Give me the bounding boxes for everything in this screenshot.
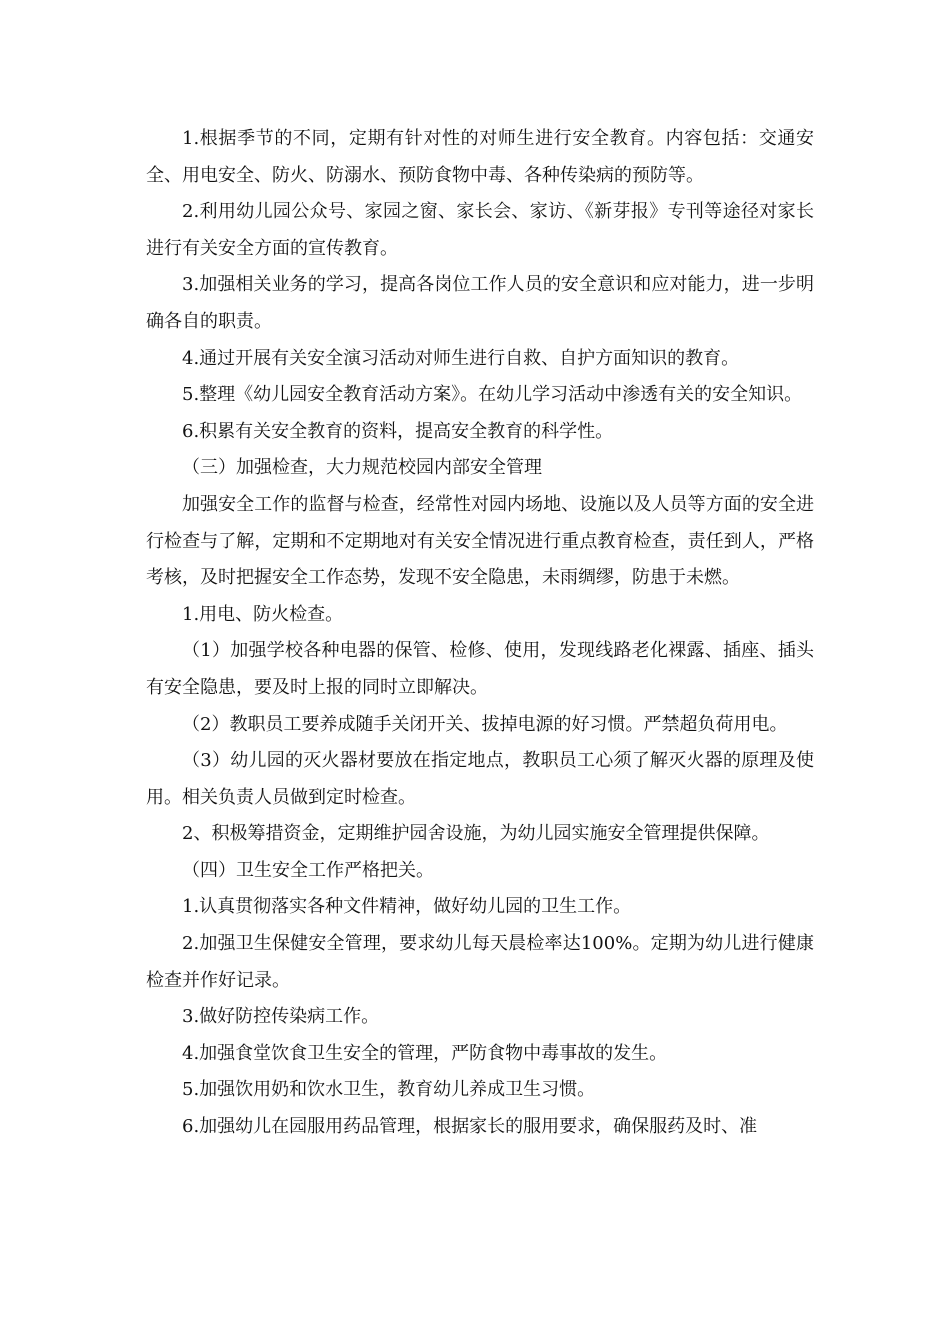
paragraph: 2.利用幼儿园公众号、家园之窗、家长会、家访、《新芽报》专刊等途径对家长进行有关安全方面的宣传教育。: [146, 201, 814, 259]
paragraph: 1.根据季节的不同，定期有针对性的对师生进行安全教育。内容包括：交通安全、用电安全、防火、防溺水、预防食物中毒、各种传染病的预防等。: [146, 128, 814, 186]
paragraph: （1）加强学校各种电器的保管、检修、使用，发现线路老化裸露、插座、插头有安全隐患，要及时上报的同时立即解决。: [146, 640, 814, 698]
paragraph: 6.加强幼儿在园服用药品管理，根据家长的服用要求，确保服药及时、准: [182, 1116, 758, 1138]
paragraph: 5.加强饮用奶和饮水卫生，教育幼儿养成卫生习惯。: [182, 1079, 596, 1101]
paragraph: 4.通过开展有关安全演习活动对师生进行自救、自护方面知识的教育。: [182, 347, 740, 369]
paragraph: 3.做好防控传染病工作。: [182, 1006, 380, 1028]
paragraph: 2.加强卫生保健安全管理，要求幼儿每天晨检率达100%。定期为幼儿进行健康检查并作好记录。: [146, 933, 814, 991]
paragraph: （2）教职员工要养成随手关闭开关、拔掉电源的好习惯。严禁超负荷用电。: [182, 713, 788, 735]
paragraph: 1.认真贯彻落实各种文件精神，做好幼儿园的卫生工作。: [182, 896, 632, 918]
paragraph: 加强安全工作的监督与检查，经常性对园内场地、设施以及人员等方面的安全进行检查与了解，定期和不定期地对有关安全情况进行重点教育检查，责任到人，严格考核，及时把握安全工作态势，发现不安全隐患，未雨绸缪，防患于未燃。: [146, 493, 814, 589]
paragraph: 1.用电、防火检查。: [182, 603, 344, 625]
document-body: [146, 121, 814, 1146]
section-heading: （三）加强检查，大力规范校园内部安全管理: [182, 457, 542, 479]
paragraph: 2、积极筹措资金，定期维护园舍设施，为幼儿园实施安全管理提供保障。: [182, 823, 770, 845]
paragraph: 4.加强食堂饮食卫生安全的管理，严防食物中毒事故的发生。: [182, 1042, 668, 1064]
paragraph: 5.整理《幼儿园安全教育活动方案》。在幼儿学习活动中渗透有关的安全知识。: [182, 384, 803, 406]
paragraph: 3.加强相关业务的学习，提高各岗位工作人员的安全意识和应对能力，进一步明确各自的职责。: [146, 274, 814, 332]
section-heading: （四）卫生安全工作严格把关。: [182, 859, 434, 881]
paragraph: （3）幼儿园的灭火器材要放在指定地点，教职员工心须了解灭火器的原理及使用。相关负责人员做到定时检查。: [146, 750, 814, 808]
paragraph: 6.积累有关安全教育的资料，提高安全教育的科学性。: [182, 420, 614, 442]
